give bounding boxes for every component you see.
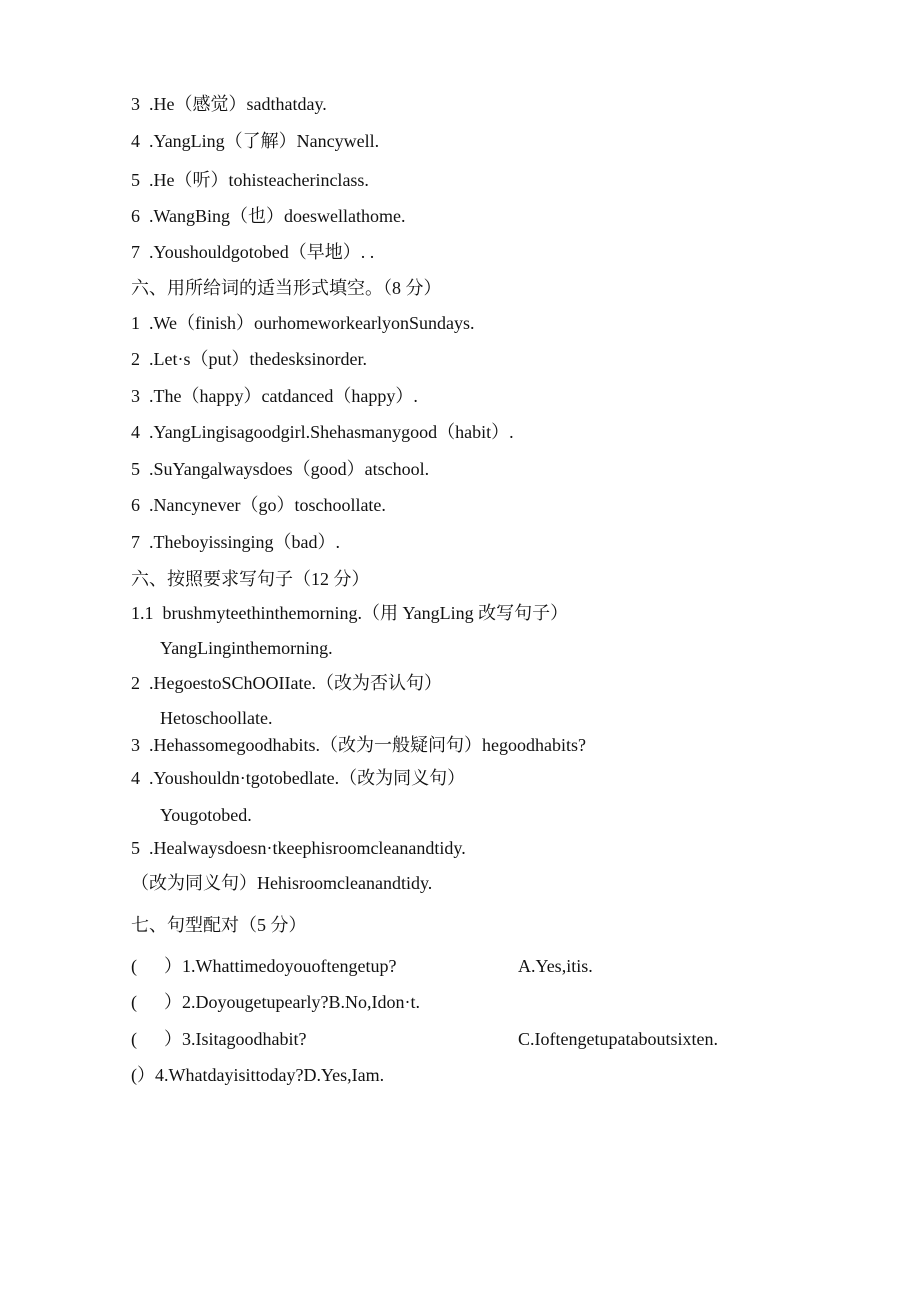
exercise-line: 3 .The（happy）catdanced（happy）.	[131, 386, 418, 406]
question-line: 5 .Healwaysdoesn·tkeephisroomcleanandtidy.	[131, 838, 466, 858]
section-heading: 六、用所给词的适当形式填空。（8 分）	[131, 278, 442, 298]
matching-question: ( ）2.Doyougetupearly?B.No,Idon·t.	[131, 992, 420, 1012]
exercise-line: 5 .He（听）tohisteacherinclass.	[131, 170, 369, 190]
question-line: 4 .Youshouldn·tgotobedlate.（改为同义句）	[131, 768, 466, 788]
answer-line: （改为同义句）Hehisroomcleanandtidy.	[131, 873, 433, 893]
exercise-line: 7 .Youshouldgotobed（早地）. .	[131, 242, 375, 262]
exercise-line: 2 .Let·s（put）thedesksinorder.	[131, 349, 367, 369]
answer-line: Yougotobed.	[160, 805, 252, 825]
answer-line: Hetoschoollate.	[160, 708, 273, 728]
question-line: 3 .Hehassomegoodhabits.（改为一般疑问句）hegoodhabits?	[131, 735, 586, 755]
answer-line: YangLinginthemorning.	[160, 638, 333, 658]
exercise-line: 6 .WangBing（也）doeswellathome.	[131, 206, 406, 226]
section-heading: 六、按照要求写句子（12 分）	[131, 569, 370, 589]
matching-question: ( ）3.Isitagoodhabit?	[131, 1029, 307, 1049]
matching-answer: A.Yes,itis.	[518, 956, 593, 976]
exercise-line: 5 .SuYangalwaysdoes（good）atschool.	[131, 459, 430, 479]
exercise-line: 4 .YangLing（了解）Nancywell.	[131, 131, 380, 151]
matching-answer: C.Ioftengetupataboutsixten.	[518, 1029, 718, 1049]
section-heading: 七、句型配对（5 分）	[131, 915, 307, 935]
exercise-line: 6 .Nancynever（go）toschoollate.	[131, 495, 386, 515]
matching-question: ( ）1.Whattimedoyouoftengetup?	[131, 956, 397, 976]
matching-question: (）4.Whatdayisittoday?D.Yes,Iam.	[131, 1065, 385, 1085]
exercise-line: 7 .Theboyissinging（bad）.	[131, 532, 340, 552]
exercise-line: 1 .We（finish）ourhomeworkearlyonSundays.	[131, 313, 475, 333]
question-line: 2 .HegoestoSChOOIIate.（改为否认句）	[131, 673, 442, 693]
exercise-line: 4 .YangLingisagoodgirl.Shehasmanygood（habit）.	[131, 422, 514, 442]
question-line: 1.1 brushmyteethinthemorning.（用 YangLing 改写句子）	[131, 603, 569, 623]
exercise-line: 3 .He（感觉）sadthatday.	[131, 94, 327, 114]
